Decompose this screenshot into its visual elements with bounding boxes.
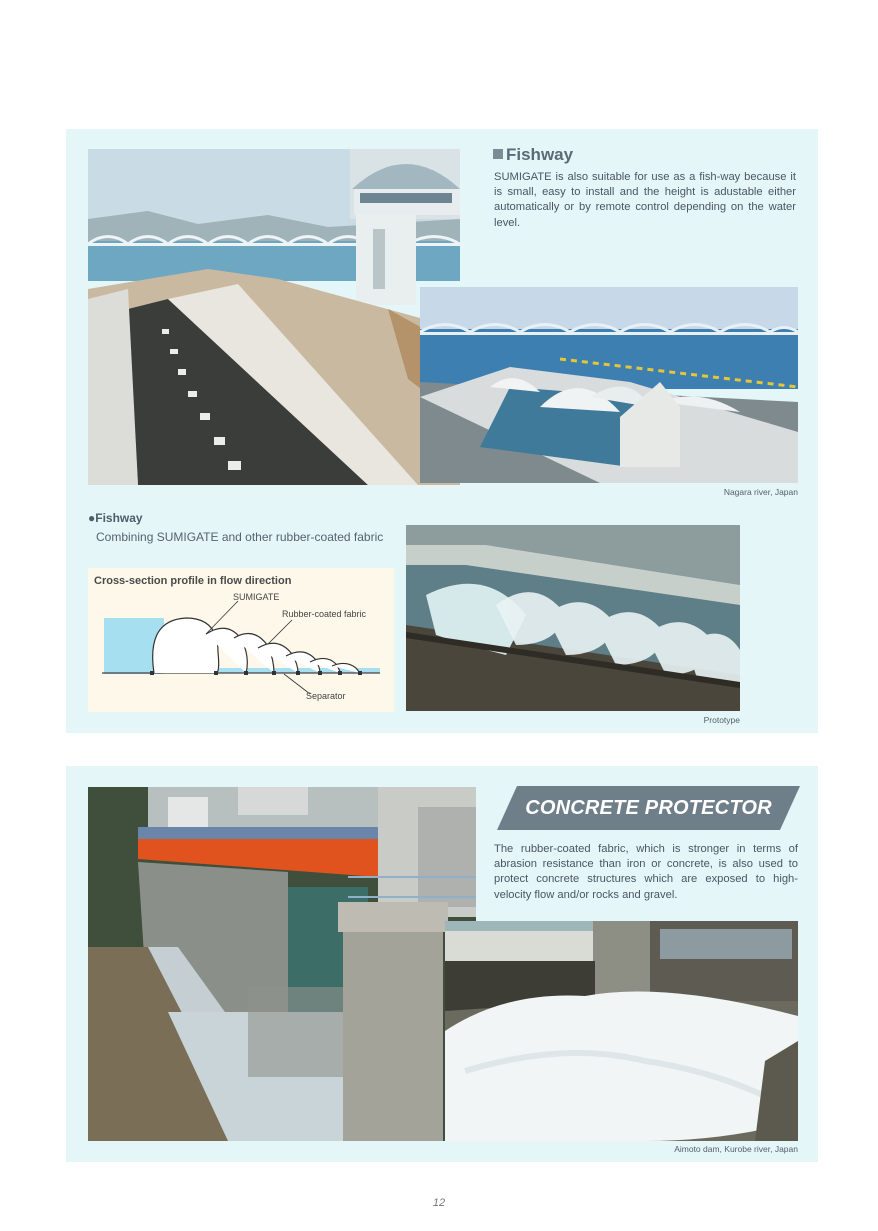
- concrete-protector-title: CONCRETE PROTECTOR: [525, 797, 772, 819]
- fishway-description: SUMIGATE is also suitable for use as a fish-way because it is small, easy to install and the height is adustable either automatically or by remote control depending on the water level.: [494, 171, 796, 229]
- diagram-label-separator: Separator: [306, 691, 346, 701]
- prototype-caption: Prototype: [703, 715, 740, 725]
- fishway-heading-text: Fishway: [506, 145, 574, 164]
- page-number: 12: [432, 1197, 446, 1209]
- fishway-sub-description: Combining SUMIGATE and other rubber-coated fabric: [96, 530, 384, 544]
- fishway-photo-channel: [88, 149, 460, 485]
- fishway-sub-heading: [88, 511, 143, 525]
- fishway-sub-heading-text: Fishway: [95, 511, 143, 525]
- diagram-label-sumigate: SUMIGATE: [233, 592, 280, 602]
- fishway-photo-gates: [420, 287, 798, 483]
- dam-photo-bridge: [88, 787, 476, 1141]
- cross-section-diagram: [88, 568, 394, 712]
- diagram-label-fabric: Rubber-coated fabric: [282, 609, 367, 619]
- prototype-photo: [406, 525, 740, 711]
- diagram-title: Cross-section profile in flow direction: [94, 575, 292, 587]
- nagara-caption: Nagara river, Japan: [723, 487, 798, 497]
- concrete-description: The rubber-coated fabric, which is stronger in terms of abrasion resistance than iron or concrete, is also used to protect concrete structures which are exposed to high-velocity flow and/or rocks and gravel.: [494, 843, 798, 901]
- concrete-protector-banner: [497, 786, 800, 830]
- dam-photo-spillway: [445, 921, 798, 1141]
- circle-bullet-icon: ●: [88, 511, 96, 525]
- fishway-heading: [493, 145, 573, 165]
- square-bullet-icon: [493, 149, 503, 159]
- aimoto-caption: Aimoto dam, Kurobe river, Japan: [674, 1144, 798, 1154]
